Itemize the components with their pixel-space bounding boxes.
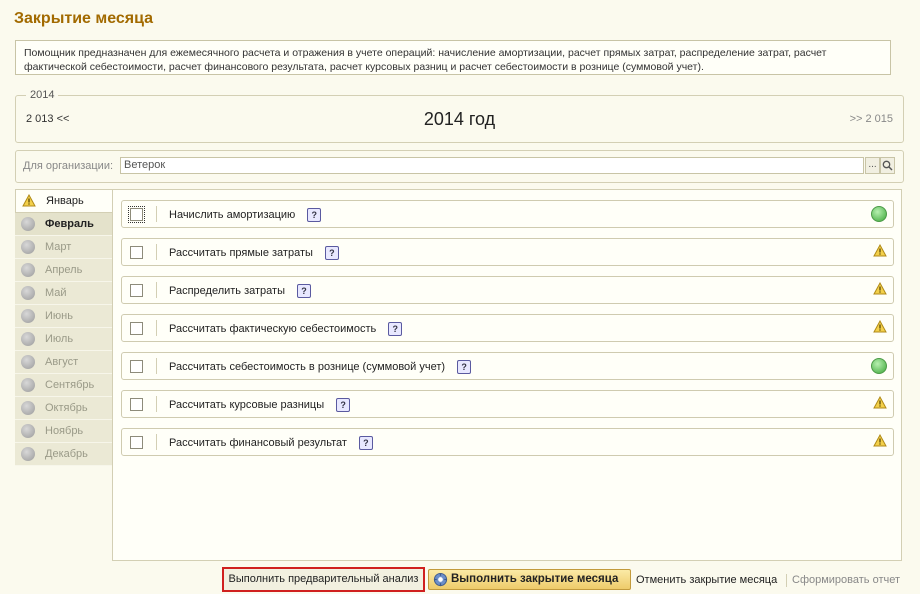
month-status-icon xyxy=(21,332,35,346)
help-icon[interactable]: ? xyxy=(297,284,311,298)
separator xyxy=(156,206,157,222)
month-label: Февраль xyxy=(45,218,94,230)
separator xyxy=(156,282,157,298)
organization-label: Для организации: xyxy=(23,160,114,172)
operation-checkbox[interactable] xyxy=(130,360,143,373)
month-status-icon xyxy=(21,217,35,231)
warning-icon xyxy=(873,244,887,260)
cancel-close-month-link[interactable]: Отменить закрытие месяца xyxy=(636,574,778,586)
separator xyxy=(156,320,157,336)
month-status-icon xyxy=(21,378,35,392)
months-list xyxy=(15,189,113,466)
warning-icon xyxy=(22,194,36,210)
period-legend: 2014 xyxy=(26,89,58,101)
operation-row xyxy=(121,200,894,228)
operation-checkbox[interactable] xyxy=(130,322,143,335)
warning-icon xyxy=(873,396,887,412)
ok-icon xyxy=(871,206,887,222)
help-icon[interactable]: ? xyxy=(336,398,350,412)
operation-label: Рассчитать фактическую себестоимость xyxy=(169,322,377,335)
month-label: Сентябрь xyxy=(45,379,95,391)
operation-label: Рассчитать прямые затраты xyxy=(169,246,313,259)
operation-label: Начислить амортизацию xyxy=(169,208,296,221)
month-tab[interactable] xyxy=(15,351,113,374)
operation-checkbox[interactable] xyxy=(130,246,143,259)
prev-year-link[interactable]: 2 013 << xyxy=(26,113,70,125)
select-organization-button[interactable]: ... xyxy=(865,157,880,174)
ok-icon xyxy=(871,358,887,374)
generate-report-link[interactable]: Сформировать отчет xyxy=(792,574,901,586)
operation-row xyxy=(121,352,894,380)
operation-checkbox[interactable] xyxy=(130,398,143,411)
month-label: Январь xyxy=(46,195,84,207)
operation-row xyxy=(121,238,894,266)
month-label: Декабрь xyxy=(45,448,88,460)
month-status-icon xyxy=(21,401,35,415)
month-label: Июль xyxy=(45,333,74,345)
close-month-label: Выполнить закрытие месяца xyxy=(451,573,619,585)
operation-row xyxy=(121,428,894,456)
operation-label: Рассчитать финансовый результат xyxy=(169,436,347,449)
help-icon[interactable]: ? xyxy=(307,208,321,222)
month-status-icon xyxy=(21,263,35,277)
month-label: Апрель xyxy=(45,264,83,276)
help-icon[interactable]: ? xyxy=(325,246,339,260)
help-icon[interactable]: ? xyxy=(359,436,373,450)
help-icon[interactable]: ? xyxy=(457,360,471,374)
month-tab[interactable] xyxy=(15,420,113,443)
action-bar xyxy=(0,566,920,594)
warning-icon xyxy=(873,320,887,336)
month-tab[interactable] xyxy=(15,305,113,328)
separator xyxy=(156,244,157,260)
period-selector xyxy=(15,89,904,143)
operation-checkbox[interactable] xyxy=(130,208,143,221)
warning-icon xyxy=(873,434,887,450)
operation-row xyxy=(121,276,894,304)
operations-panel xyxy=(112,189,902,561)
operation-checkbox[interactable] xyxy=(130,284,143,297)
month-label: Март xyxy=(45,241,72,253)
next-year-link[interactable]: >> 2 015 xyxy=(849,113,893,125)
description-text: Помощник предназначен для ежемесячного расчета и отражения в учете операций: начисление амортизации, расчет прямых затрат, распределение затрат, расчет фактической себестоимости, расчет финансового результата, расчет курсовых разниц и расчет себестоимости в рознице (суммовой учет). xyxy=(15,40,891,75)
operation-row xyxy=(121,314,894,342)
month-status-icon xyxy=(21,447,35,461)
month-tab[interactable] xyxy=(15,282,113,305)
operation-row xyxy=(121,390,894,418)
month-label: Октябрь xyxy=(45,402,88,414)
organization-row xyxy=(15,150,904,183)
month-tab[interactable] xyxy=(15,236,113,259)
search-icon[interactable] xyxy=(880,157,895,174)
month-label: Май xyxy=(45,287,67,299)
close-month-button[interactable] xyxy=(428,569,631,590)
month-label: Июнь xyxy=(45,310,73,322)
operation-label: Рассчитать себестоимость в рознице (суммовой учет) xyxy=(169,360,446,373)
month-tab[interactable] xyxy=(15,374,113,397)
month-tab[interactable] xyxy=(15,397,113,420)
page-title: Закрытие месяца xyxy=(14,10,154,27)
month-status-icon xyxy=(21,355,35,369)
operation-label: Рассчитать курсовые разницы xyxy=(169,398,325,411)
operation-checkbox[interactable] xyxy=(130,436,143,449)
help-icon[interactable]: ? xyxy=(388,322,402,336)
warning-icon xyxy=(873,282,887,298)
month-status-icon xyxy=(21,309,35,323)
month-tab[interactable] xyxy=(15,328,113,351)
month-tab[interactable] xyxy=(15,443,113,466)
year-title: 2014 год xyxy=(423,109,496,129)
operation-label: Распределить затраты xyxy=(169,284,285,297)
month-tab[interactable] xyxy=(15,189,113,213)
separator xyxy=(156,434,157,450)
month-label: Ноябрь xyxy=(45,425,84,437)
separator xyxy=(156,358,157,374)
gear-icon xyxy=(433,572,448,594)
month-label: Август xyxy=(45,356,79,368)
month-tab[interactable] xyxy=(15,259,113,282)
preliminary-analysis-button[interactable]: Выполнить предварительный анализ xyxy=(222,567,425,592)
month-tab[interactable] xyxy=(15,213,113,236)
month-status-icon xyxy=(21,424,35,438)
divider xyxy=(786,574,787,587)
organization-field[interactable]: Ветерок xyxy=(120,157,864,174)
month-status-icon xyxy=(21,286,35,300)
separator xyxy=(156,396,157,412)
month-status-icon xyxy=(21,240,35,254)
